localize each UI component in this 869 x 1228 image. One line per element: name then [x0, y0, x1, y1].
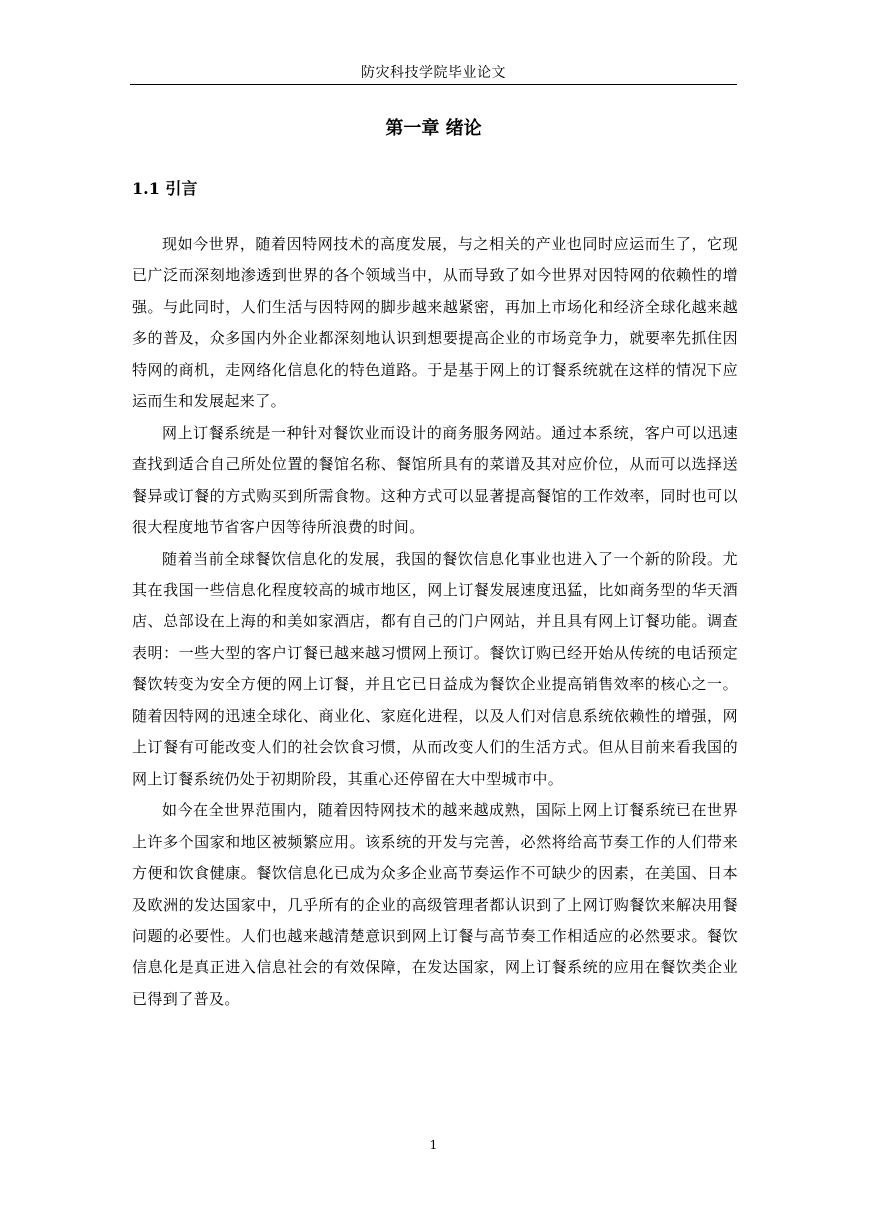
chapter-title: 第一章 绪论 — [385, 118, 482, 139]
section-heading: 1.1 引言 — [132, 179, 198, 198]
header-rule — [130, 84, 737, 85]
paragraph: 随着当前全球餐饮信息化的发展，我国的餐饮信息化事业也进入了一个新的阶段。尤其在我国一些信息化程度较高的城市地区，网上订餐发展速度迅猛，比如商务型的华天酒店、总部设在上海的和美如家酒店，都有自己的门户网站，并且具有网上订餐功能。调查表明：一些大型的客户订餐已越来越习惯网上预订。餐饮订购已经开始从传统的电话预定餐饮转变为安全方便的网上订餐，并且它已日益成为餐饮企业提高销售效率的核心之一。随着因特网的迅速全球化、商业化、家庭化进程，以及人们对信息系统依赖性的增强，网上订餐有可能改变人们的社会饮食习惯，从而改变人们的生活方式。但从目前来看我国的网上订餐系统仍处于初期阶段，其重心还停留在大中型城市中。 — [132, 549, 738, 788]
paragraph: 网上订餐系统是一种针对餐饮业而设计的商务服务网站。通过本系统，客户可以迅速查找到适合自己所处位置的餐馆名称、餐馆所具有的菜谱及其对应价位，从而可以选择送餐异或订餐的方式购买到所需食物。这种方式可以显著提高餐馆的工作效率，同时也可以很大程度地节省客户因等待所浪费的时间。 — [132, 423, 738, 537]
body-text — [132, 229, 738, 1015]
running-header: 防灾科技学院毕业论文 — [361, 65, 506, 81]
page-number: 1 — [429, 1138, 438, 1152]
paragraph: 如今在全世界范围内，随着因特网技术的越来越成熟，国际上网上订餐系统已在世界上许多个国家和地区被频繁应用。该系统的开发与完善，必然将给高节奏工作的人们带来方便和饮食健康。餐饮信息化已成为众多企业高节奏运作不可缺少的因素，在美国、日本及欧洲的发达国家中，几乎所有的企业的高级管理者都认识到了上网订购餐饮来解决用餐问题的必要性。人们也越来越清楚意识到网上订餐与高节奏工作相适应的必然要求。餐饮信息化是真正进入信息社会的有效保障，在发达国家，网上订餐系统的应用在餐饮类企业已得到了普及。 — [132, 801, 738, 1008]
paragraph: 现如今世界，随着因特网技术的高度发展，与之相关的产业也同时应运而生了，它现已广泛而深刻地渗透到世界的各个领域当中，从而导致了如今世界对因特网的依赖性的增强。与此同时，人们生活与因特网的脚步越来越紧密，再加上市场化和经济全球化越来越多的普及，众多国内外企业都深刻地认识到想要提高企业的市场竞争力，就要率先抓住因特网的商机，走网络化信息化的特色道路。于是基于网上的订餐系统就在这样的情况下应运而生和发展起来了。 — [132, 235, 738, 411]
